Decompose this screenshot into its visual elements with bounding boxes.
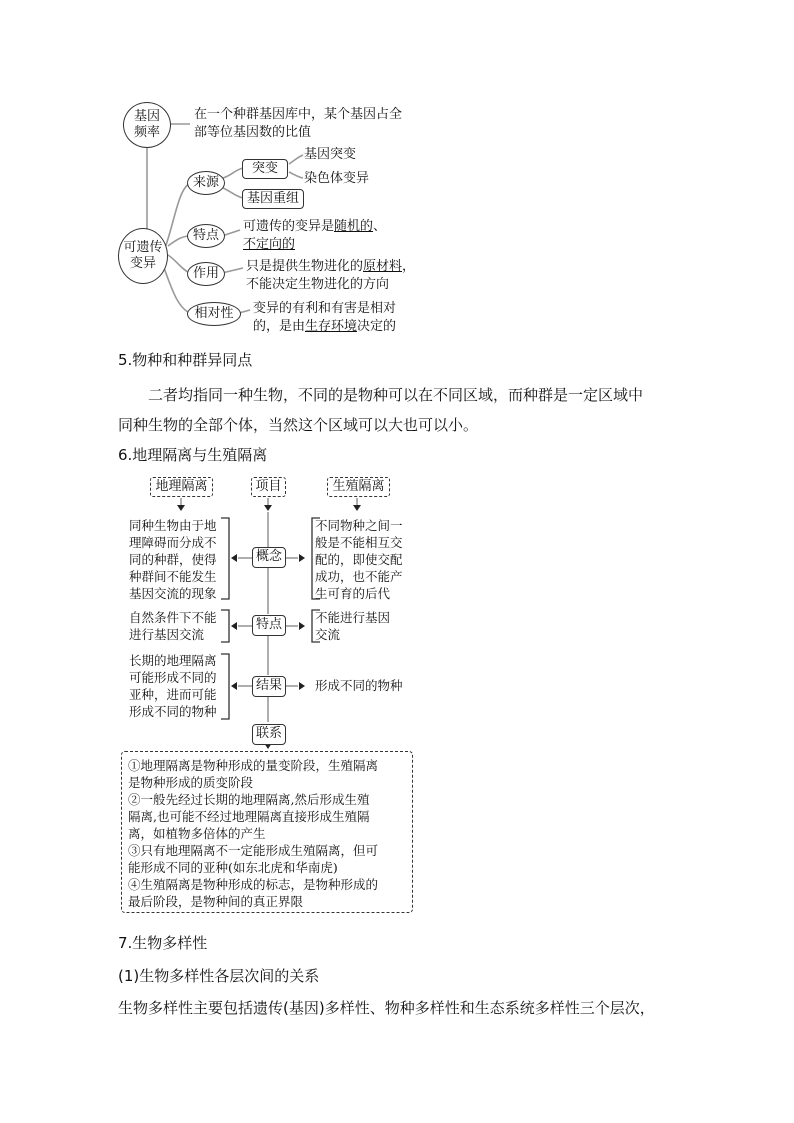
- feature-geographic: [129, 609, 217, 643]
- relativity-node: [187, 302, 241, 326]
- feature-text-a: 可遗传的变异是: [243, 219, 335, 234]
- concept-geographic: [129, 517, 217, 602]
- link-line: 最后阶段，是物种间的真正界限: [128, 894, 304, 909]
- relativity-label: 相对性: [194, 306, 234, 321]
- concept-rep-line: 成功，也不能产: [315, 569, 403, 584]
- item-header: [251, 477, 286, 497]
- role-text-raw-material: 原材料: [363, 259, 403, 274]
- section7-heading: 7.生物多样性: [118, 934, 208, 952]
- reproductive-isolation-label: 生殖隔离: [332, 479, 385, 494]
- result-geo-line: 形成不同的物种: [129, 704, 217, 719]
- link-line: ②一般先经过长期的地理隔离,然后形成生殖: [128, 792, 370, 807]
- link-line: 离，如植物多倍体的产生: [128, 826, 266, 841]
- section5-paragraph: [118, 380, 698, 440]
- relativity-text-b: 的，是由: [253, 319, 306, 334]
- concept-rep-line: 不同物种之间一: [315, 518, 403, 533]
- result-geo-line: 亚种，进而可能: [129, 687, 217, 702]
- mutation-box: [242, 159, 288, 179]
- result-rep-line: 形成不同的物种: [315, 678, 403, 693]
- geographic-isolation-label: 地理隔离: [155, 479, 208, 494]
- gene-frequency-definition-line-2: 部等位基因数的比值: [194, 125, 312, 140]
- feature-rep-line: 不能进行基因: [315, 610, 391, 625]
- feature-text-random: 随机的: [334, 219, 374, 234]
- feature-text-undirected: 不定向的: [243, 237, 296, 252]
- concept-geo-line: 种群间不能发生: [129, 569, 217, 584]
- section7-subheading: (1)生物多样性各层次间的关系: [118, 967, 320, 985]
- heritable-variation-label-1: 可遗传: [123, 240, 163, 255]
- relativity-text-a: 变异的有利和有害是相对: [253, 301, 397, 316]
- relativity-text: [253, 300, 396, 336]
- feature-rep-line: 交流: [315, 627, 341, 642]
- link-line: ①地理隔离是物种形成的量变阶段，生殖隔离: [128, 758, 379, 773]
- section5-heading: 5.物种和种群异同点: [118, 351, 253, 369]
- feature-box: [252, 615, 286, 636]
- relativity-text-environment: 生存环境: [305, 319, 358, 334]
- result-geographic: [129, 652, 217, 720]
- heritable-variation-node: [118, 228, 168, 284]
- result-box: [252, 676, 286, 697]
- result-geo-line: 可能形成不同的: [129, 670, 217, 685]
- feature-geo-line: 自然条件下不能: [129, 610, 217, 625]
- gene-frequency-label-2: 频率: [133, 125, 160, 140]
- concept-geo-line: 理障碍而分成不: [129, 535, 217, 550]
- section7-paragraph: 生物多样性主要包括遗传(基因)多样性、物种多样性和生态系统多样性三个层次，: [118, 999, 655, 1017]
- concept-box: [252, 547, 286, 568]
- concept-geo-line: 同的种群，使得: [129, 552, 217, 567]
- feature-geo-line: 进行基因交流: [129, 627, 205, 642]
- section6-heading: 6.地理隔离与生殖隔离: [118, 446, 268, 464]
- concept-reproductive: [315, 517, 403, 602]
- section5-paragraph-line-2: 同种生物的全部个体，当然这个区域可以大也可以小。: [118, 416, 479, 434]
- link-line: ④生殖隔离是物种形成的标志，是物种形成的: [128, 877, 379, 892]
- source-label: 来源: [192, 175, 219, 190]
- feature-label: 特点: [192, 228, 219, 243]
- relativity-text-d: 决定的: [357, 319, 397, 334]
- concept-rep-line: 生可育的后代: [315, 586, 391, 601]
- concept-rep-line: 般是不能相互交: [315, 535, 403, 550]
- role-label: 作用: [192, 266, 219, 281]
- concept-geo-line: 同种生物由于地: [129, 518, 217, 533]
- recombination-box: [242, 189, 304, 209]
- feature-text: [243, 218, 386, 254]
- mutation-label: 突变: [251, 161, 278, 176]
- link-box: [252, 724, 286, 745]
- heritable-variation-label-2: 变异: [129, 256, 156, 271]
- feature-label: 特点: [255, 617, 282, 632]
- isolation-connectors: [0, 470, 794, 760]
- role-node: [187, 262, 225, 286]
- gene-frequency-node: [123, 102, 171, 148]
- concept-rep-line: 配的，即使交配: [315, 552, 403, 567]
- gene-frequency-definition: [194, 106, 402, 142]
- link-content-box: [121, 751, 413, 913]
- role-text-sep: ，: [402, 259, 416, 274]
- feature-reproductive: [315, 609, 390, 643]
- result-geo-line: 长期的地理隔离: [129, 653, 217, 668]
- link-line: ③只有地理隔离不一定能形成生殖隔离，但可: [128, 843, 379, 858]
- mutation-item-gene: 基因突变: [304, 147, 357, 162]
- recombination-label: 基因重组: [246, 191, 299, 206]
- role-text-a: 只是提供生物进化的: [246, 259, 364, 274]
- geographic-isolation-header: [150, 477, 213, 497]
- concept-geo-line: 基因交流的现象: [129, 586, 217, 601]
- result-reproductive: [315, 677, 403, 694]
- link-line: 能形成不同的亚种(如东北虎和华南虎): [128, 860, 338, 875]
- feature-node: [187, 224, 225, 248]
- concept-label: 概念: [255, 549, 282, 564]
- mutation-item-chromosome: 染色体变异: [304, 171, 370, 186]
- role-text-d: 不能决定生物进化的方向: [246, 277, 390, 292]
- reproductive-isolation-header: [327, 477, 390, 497]
- section5-paragraph-line-1: 二者均指同一种生物，不同的是物种可以在不同区域，而种群是一定区域中: [148, 386, 644, 404]
- gene-frequency-label-1: 基因: [133, 109, 160, 124]
- link-label: 联系: [255, 726, 282, 741]
- link-line: 隔离,也可能不经过地理隔离直接形成生殖隔: [128, 809, 370, 824]
- role-text: [246, 258, 415, 294]
- feature-text-sep: 、: [373, 219, 387, 234]
- link-line: 是物种形成的质变阶段: [128, 775, 254, 790]
- source-node: [187, 171, 225, 195]
- gene-frequency-definition-line-1: 在一个种群基因库中，某个基因占全: [194, 107, 403, 122]
- item-label: 项目: [255, 479, 282, 494]
- result-label: 结果: [255, 678, 282, 693]
